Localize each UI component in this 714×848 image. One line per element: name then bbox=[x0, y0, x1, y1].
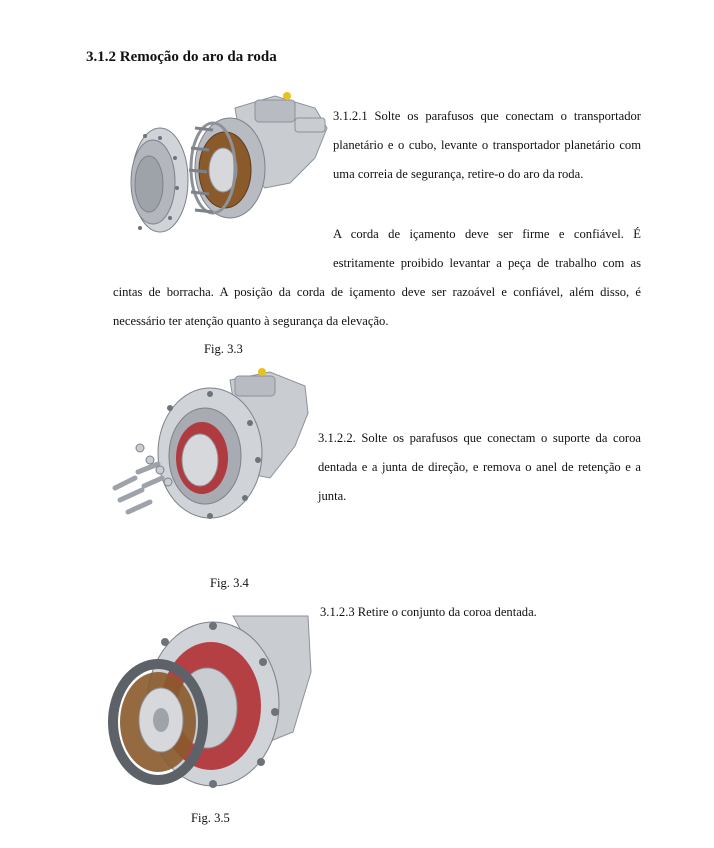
step-1-line-2: planetário e o cubo, levante o transportador planetário com bbox=[333, 138, 641, 152]
figure-3-3-image bbox=[115, 88, 330, 248]
figure-3-4-caption: Fig. 3.4 bbox=[210, 576, 249, 590]
ring-gear-assembly-illustration bbox=[103, 612, 313, 788]
figure-3-4-image bbox=[110, 368, 310, 528]
step-2-line-1: 3.1.2.2. Solte os parafusos que conectam o suporte da coroa bbox=[318, 431, 641, 445]
step-3-line-1: 3.1.2.3 Retire o conjunto da coroa dentada. bbox=[320, 605, 537, 619]
figure-3-5-caption: Fig. 3.5 bbox=[191, 811, 230, 825]
step-2-line-2: dentada e a junta de direção, e remova o anel de retenção e a bbox=[318, 460, 641, 474]
step-3-text bbox=[320, 598, 641, 627]
warning-line-2: estritamente proibido levantar a peça de trabalho com as bbox=[333, 256, 641, 270]
figure-3-3-caption: Fig. 3.3 bbox=[204, 342, 243, 356]
section-heading: 3.1.2 Remoção do aro da roda bbox=[86, 49, 277, 65]
figure-3-5-image bbox=[103, 612, 313, 788]
warning-text-right bbox=[333, 220, 641, 278]
ring-gear-support-illustration bbox=[110, 368, 310, 528]
step-1-line-3: uma correia de segurança, retire-o do aro da roda. bbox=[333, 167, 584, 181]
warning-line-3: cintas de borracha. A posição da corda de içamento deve ser razoável e confiável, além disso, é bbox=[113, 285, 641, 299]
planetary-carrier-illustration bbox=[115, 88, 330, 248]
step-2-text bbox=[318, 424, 641, 511]
step-1-line-1: 3.1.2.1 Solte os parafusos que conectam o transportador bbox=[333, 109, 641, 123]
warning-text-full bbox=[113, 278, 641, 336]
step-1-text bbox=[333, 102, 641, 189]
warning-line-1: A corda de içamento deve ser firme e confiável. É bbox=[333, 227, 641, 241]
step-2-line-3: junta. bbox=[318, 489, 347, 503]
warning-line-4: necessário ter atenção quanto à segurança da elevação. bbox=[113, 314, 389, 328]
